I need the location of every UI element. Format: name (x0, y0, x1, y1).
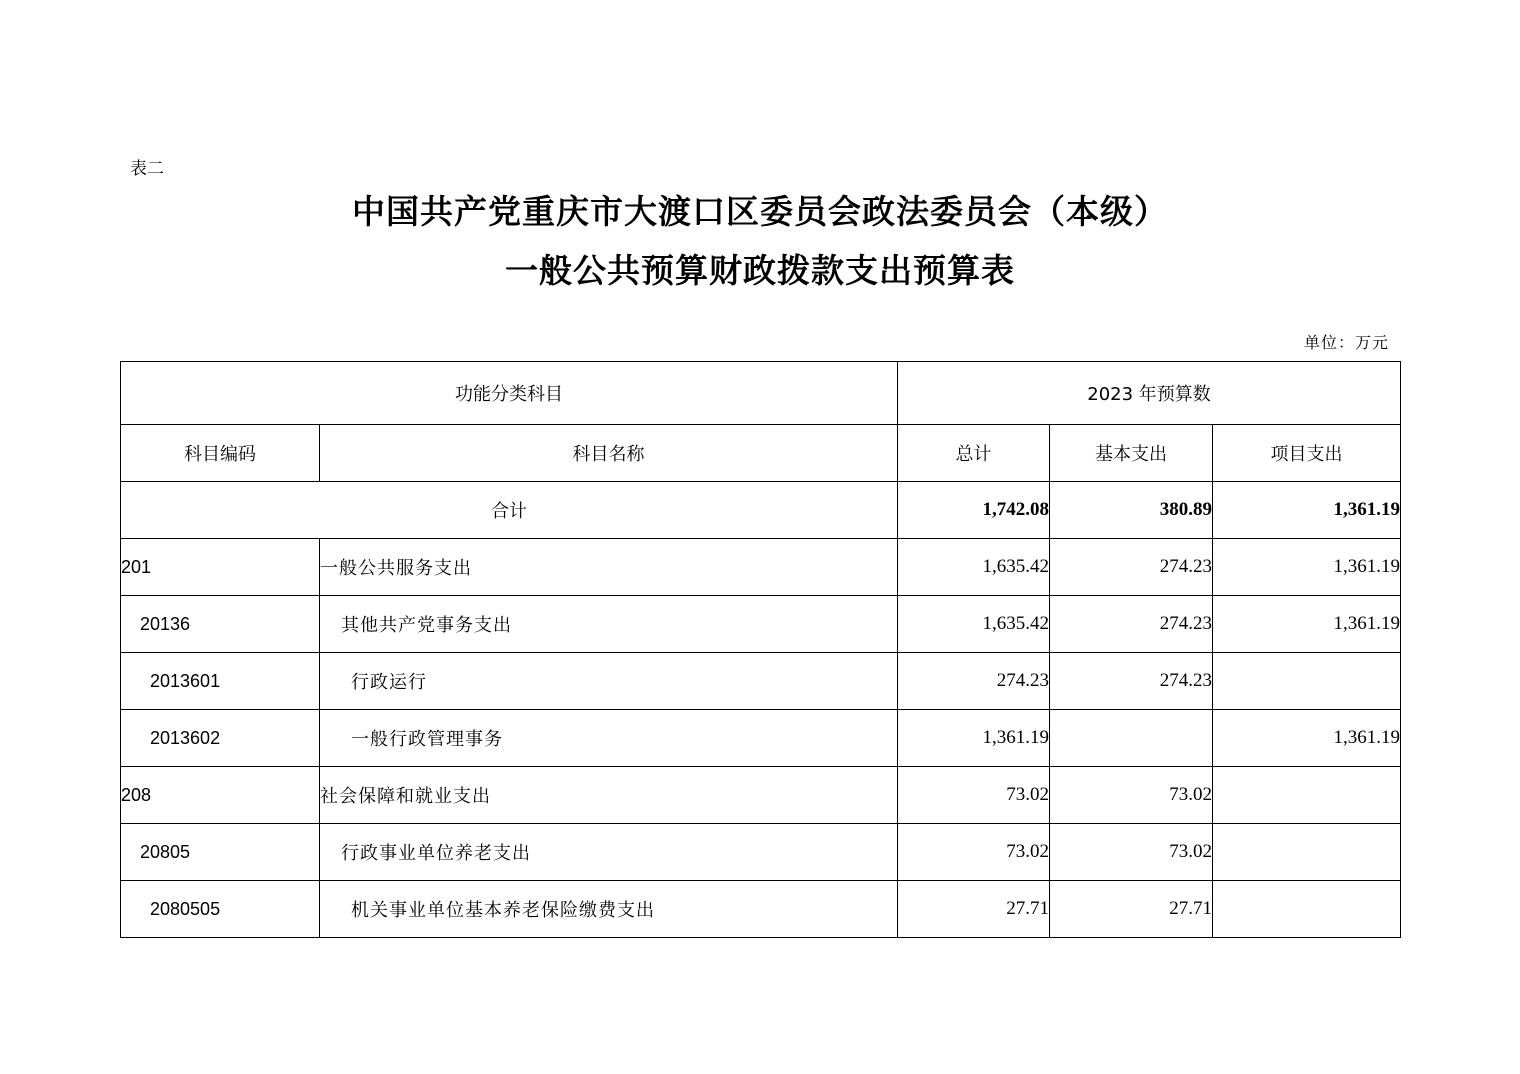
row-name: 其他共产党事务支出 (320, 596, 898, 653)
header-project: 项目支出 (1213, 425, 1401, 482)
row-name: 行政运行 (320, 653, 898, 710)
header-total: 总计 (898, 425, 1050, 482)
row-code: 2013601 (121, 653, 320, 710)
header-basic: 基本支出 (1050, 425, 1213, 482)
row-basic: 27.71 (1050, 881, 1213, 938)
row-code: 208 (121, 767, 320, 824)
table-row (121, 767, 1401, 824)
total-row (121, 482, 1401, 539)
row-name: 行政事业单位养老支出 (320, 824, 898, 881)
header-code: 科目编码 (121, 425, 320, 482)
table-row (121, 539, 1401, 596)
row-total: 73.02 (898, 767, 1050, 824)
row-code: 20136 (121, 596, 320, 653)
page-title-line-2: 一般公共预算财政拨款支出预算表 (505, 251, 1015, 290)
header-row-group (121, 362, 1401, 425)
header-row-columns (121, 425, 1401, 482)
table-number-label: 表二 (130, 159, 164, 179)
row-name: 社会保障和就业支出 (320, 767, 898, 824)
table-row (121, 596, 1401, 653)
page-title-line-1: 中国共产党重庆市大渡口区委员会政法委员会（本级） (352, 192, 1168, 231)
row-code: 201 (121, 539, 320, 596)
total-project: 1,361.19 (1213, 482, 1401, 539)
budget-table (120, 361, 1401, 938)
row-basic (1050, 710, 1213, 767)
row-total: 1,361.19 (898, 710, 1050, 767)
table-row (121, 824, 1401, 881)
row-project: 1,361.19 (1213, 596, 1401, 653)
row-code: 2080505 (121, 881, 320, 938)
row-basic: 73.02 (1050, 824, 1213, 881)
row-project (1213, 767, 1401, 824)
row-project (1213, 824, 1401, 881)
header-function-classification: 功能分类科目 (121, 362, 898, 425)
header-budget-year: 2023 年预算数 (898, 362, 1401, 425)
row-total: 27.71 (898, 881, 1050, 938)
row-basic: 73.02 (1050, 767, 1213, 824)
row-total: 1,635.42 (898, 596, 1050, 653)
total-total: 1,742.08 (898, 482, 1050, 539)
row-project (1213, 653, 1401, 710)
row-code: 2013602 (121, 710, 320, 767)
row-total: 73.02 (898, 824, 1050, 881)
row-name: 一般公共服务支出 (320, 539, 898, 596)
row-total: 1,635.42 (898, 539, 1050, 596)
row-project (1213, 881, 1401, 938)
table-row (121, 881, 1401, 938)
row-basic: 274.23 (1050, 596, 1213, 653)
table-row (121, 653, 1401, 710)
row-project: 1,361.19 (1213, 710, 1401, 767)
total-basic: 380.89 (1050, 482, 1213, 539)
row-code: 20805 (121, 824, 320, 881)
total-label: 合计 (121, 482, 898, 539)
unit-label: 单位：万元 (1303, 333, 1389, 352)
table-row (121, 710, 1401, 767)
row-project: 1,361.19 (1213, 539, 1401, 596)
row-name: 机关事业单位基本养老保险缴费支出 (320, 881, 898, 938)
row-name: 一般行政管理事务 (320, 710, 898, 767)
row-basic: 274.23 (1050, 539, 1213, 596)
row-total: 274.23 (898, 653, 1050, 710)
row-basic: 274.23 (1050, 653, 1213, 710)
header-name: 科目名称 (320, 425, 898, 482)
